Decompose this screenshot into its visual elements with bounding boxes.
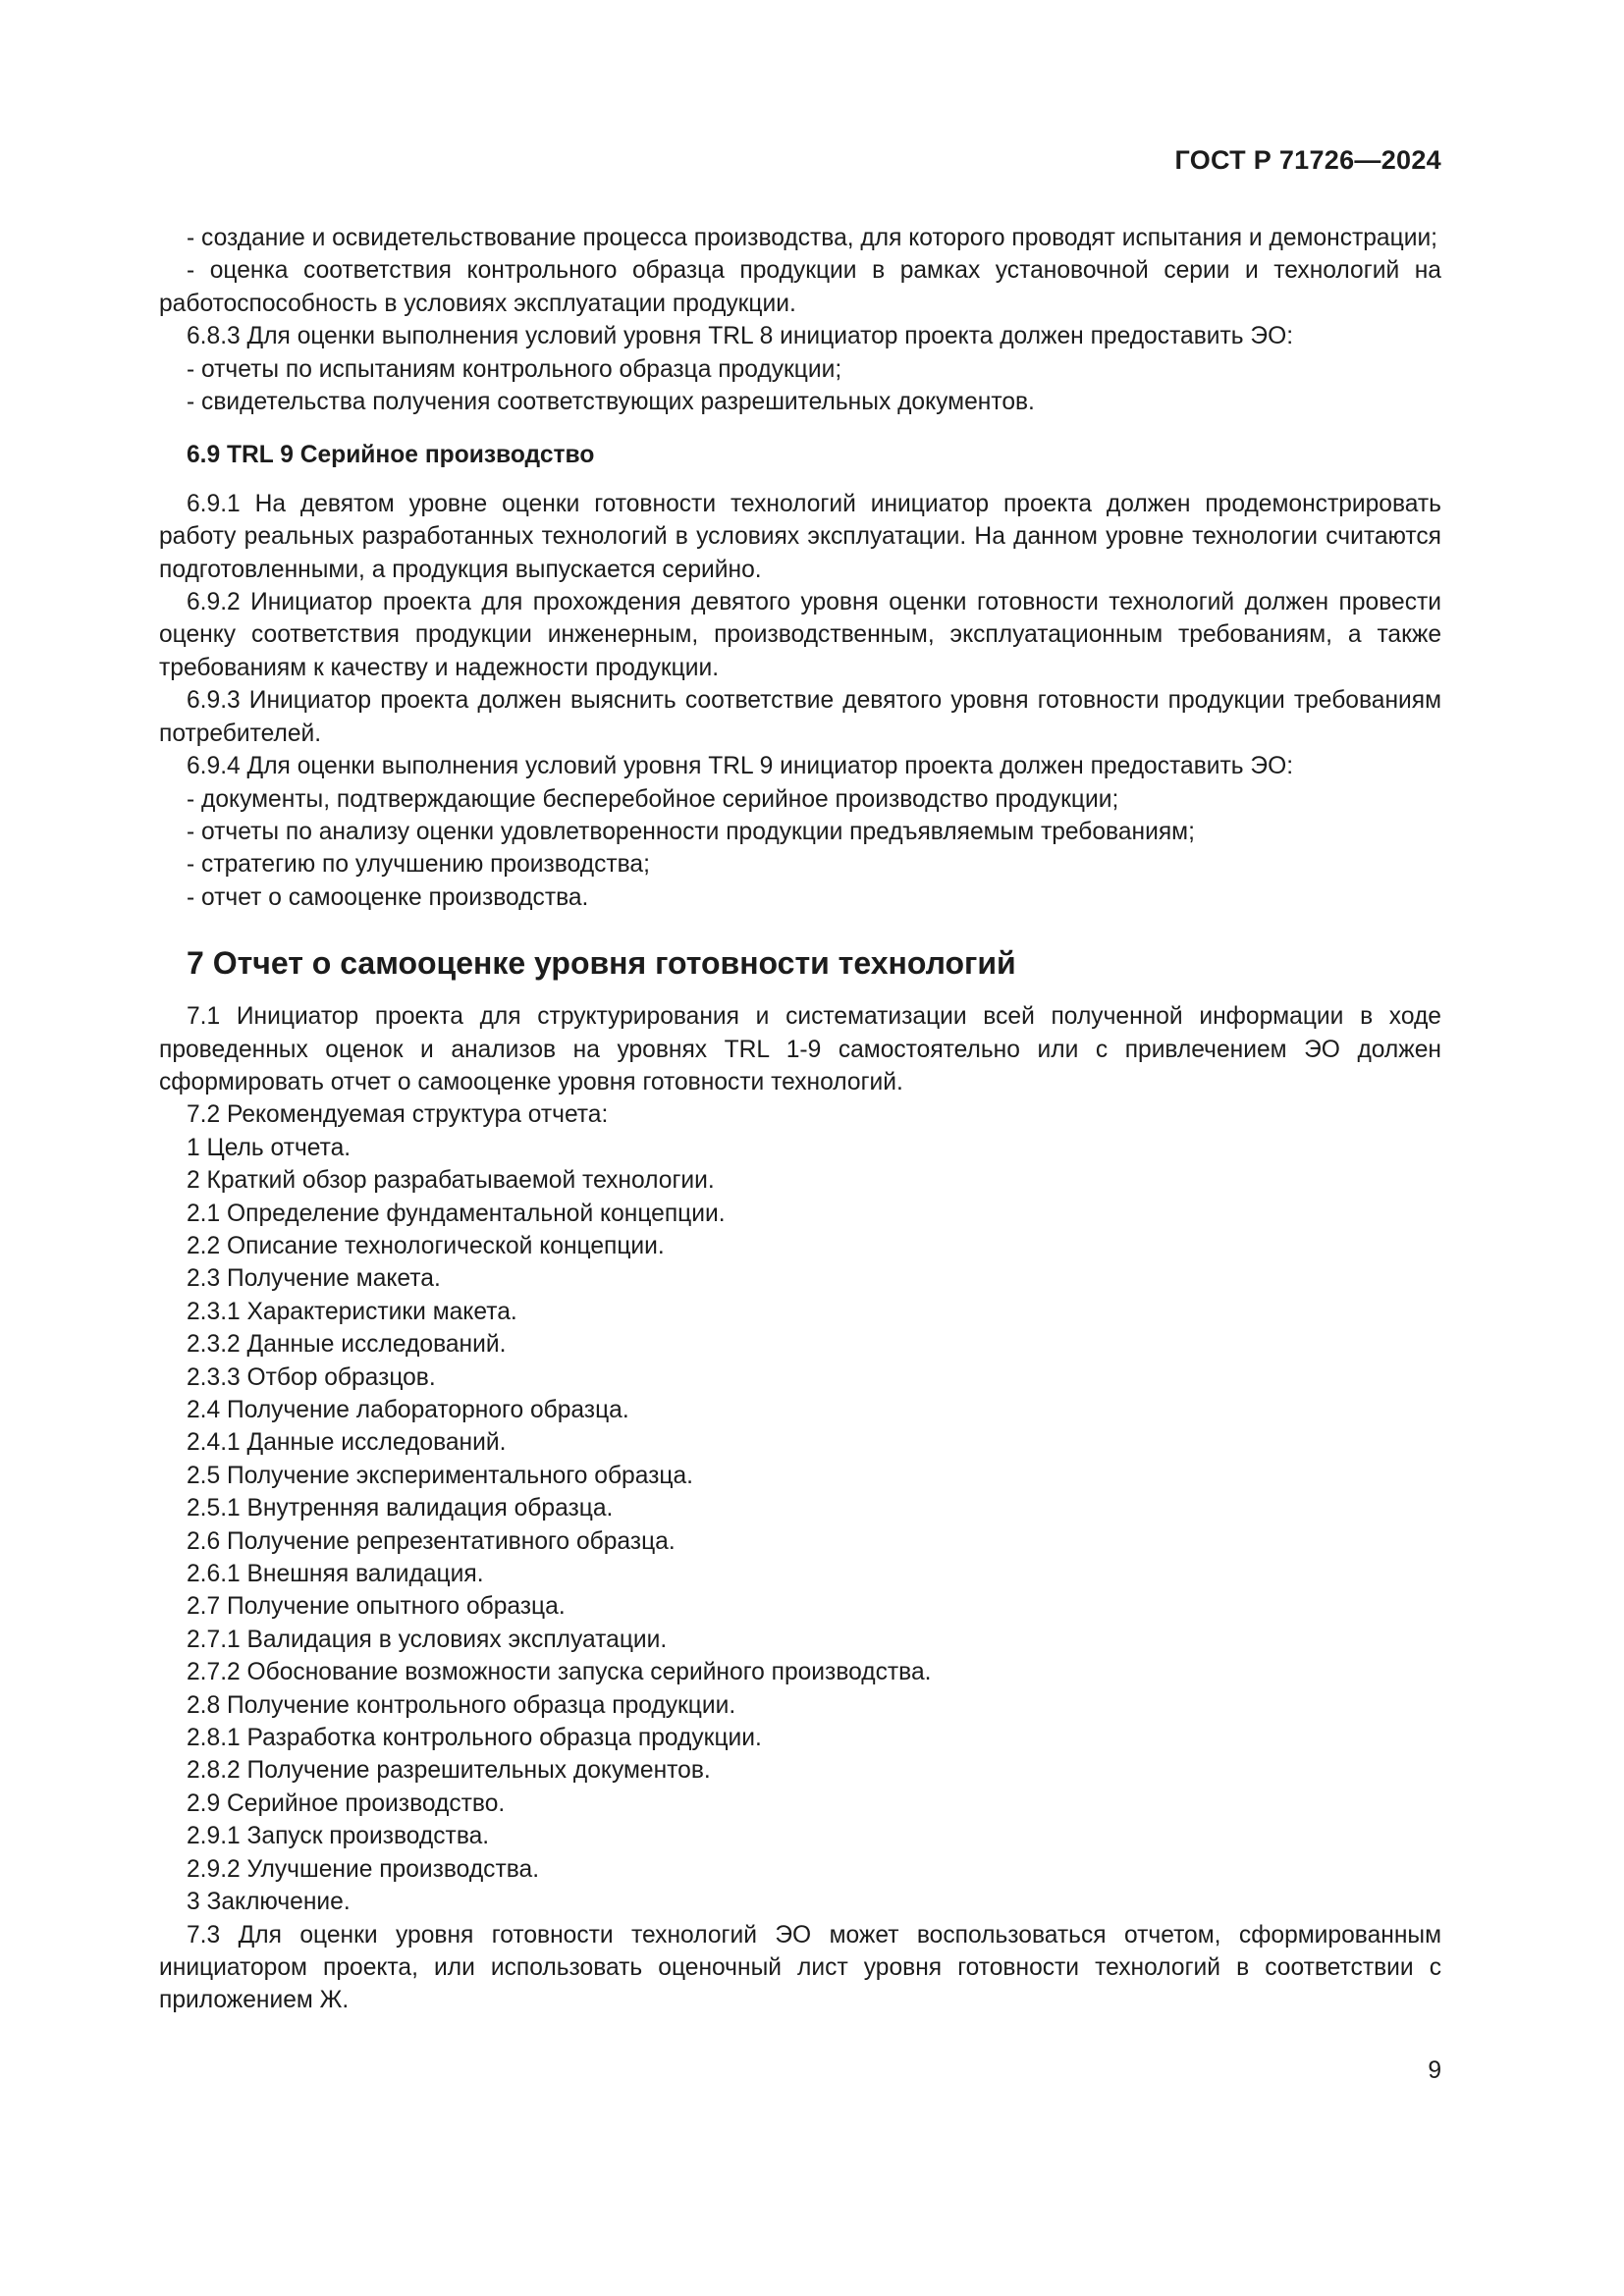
list-item: 2.3.2 Данные исследований. [187, 1331, 507, 1359]
list-item: - документы, подтверждающие бесперебойное серийное производство продукции; [187, 785, 1119, 813]
list-item: 2.4 Получение лабораторного образца. [187, 1397, 629, 1423]
list-item: 2.6.1 Внешняя валидация. [187, 1561, 484, 1588]
list-item: 2.9.1 Запуск производства. [187, 1823, 490, 1850]
paragraph: 6.9.1 На девятом уровне оценки готовности технологий инициатор проекта должен продемонстрировать работу реальных разработанных технологий в условиях эксплуатации. На данном уровне технологии считаются подготовленными, а продукция выпускается серийно. [159, 490, 1441, 583]
list-item: 2.5.1 Внутренняя валидация образца. [187, 1495, 614, 1522]
list-item: - отчеты по анализу оценки удовлетворенности продукции предъявляемым требованиям; [187, 818, 1195, 845]
list-item: 7.2 Рекомендуемая структура отчета: [187, 1101, 609, 1129]
list-item: 2.2 Описание технологической концепции. [187, 1232, 665, 1259]
paragraph: 7.3 Для оценки уровня готовности технологий ЭО может воспользоваться отчетом, сформированным инициатором проекта, или использовать оценочный лист уровня готовности технологий в соответствии с приложением Ж. [159, 1921, 1441, 2014]
list-item: 2.5 Получение экспериментального образца. [187, 1462, 694, 1489]
page-number: 9 [1428, 2057, 1441, 2084]
list-item: 2.3 Получение макета. [187, 1265, 441, 1293]
list-item: 2.6 Получение репрезентативного образца. [187, 1527, 676, 1555]
list-item: 2.9.2 Улучшение производства. [187, 1855, 540, 1883]
list-item: 2.3.1 Характеристики макета. [187, 1298, 517, 1325]
list-item: - создание и освидетельствование процесса производства, для которого проводят испытания и демонстрации; [187, 225, 1438, 251]
list-item: - отчет о самооценке производства. [187, 883, 589, 911]
document-body [159, 222, 1441, 2017]
list-item: 2.7.1 Валидация в условиях эксплуатации. [187, 1626, 668, 1653]
paragraph: 6.9.3 Инициатор проекта должен выяснить соответствие девятого уровня готовности продукции требованиям потребителей. [159, 687, 1441, 747]
paragraph: 6.9.4 Для оценки выполнения условий уровня TRL 9 инициатор проекта должен предоставить ЭО: [187, 753, 1294, 780]
paragraph: 7.1 Инициатор проекта для структурирования и систематизации всей полученной информации в ходе проведенных оценок и анализов на уровнях TRL 1-9 самостоятельно или с привлечением ЭО должен сформировать отчет о самооценке уровня готовности технологий. [159, 1003, 1441, 1095]
section-heading: 6.9 TRL 9 Серийное производство [187, 442, 595, 469]
list-item: 2.7.2 Обоснование возможности запуска серийного производства. [187, 1659, 932, 1686]
list-item: 2.1 Определение фундаментальной концепции. [187, 1200, 726, 1227]
list-item: 1 Цель отчета. [187, 1134, 352, 1161]
list-item: - оценка соответствия контрольного образца продукции в рамках установочной серии и технологий на работоспособность в условиях эксплуатации продукции. [159, 257, 1441, 317]
list-item: 3 Заключение. [187, 1889, 351, 1916]
list-item: - отчеты по испытаниям контрольного образца продукции; [187, 355, 842, 383]
paragraph: 6.9.2 Инициатор проекта для прохождения девятого уровня оценки готовности технологий должен провести оценку соответствия продукции инженерным, производственным, эксплуатационным требованиям, а также требованиям к качеству и надежности продукции. [159, 589, 1441, 681]
document-code-header: ГОСТ Р 71726—2024 [1174, 145, 1441, 175]
list-item: 2.8.2 Получение разрешительных документов. [187, 1757, 711, 1785]
chapter-heading: 7 Отчет о самооценке уровня готовности технологий [187, 945, 1016, 982]
list-item: 2.7 Получение опытного образца. [187, 1593, 566, 1621]
paragraph: 6.8.3 Для оценки выполнения условий уровня TRL 8 инициатор проекта должен предоставить ЭО: [187, 323, 1294, 350]
list-item: 2.9 Серийное производство. [187, 1789, 506, 1817]
list-item: 2.3.3 Отбор образцов. [187, 1363, 436, 1391]
list-item: 2.8 Получение контрольного образца продукции. [187, 1691, 736, 1719]
list-item: 2 Краткий обзор разрабатываемой технологии. [187, 1167, 715, 1195]
list-item: 2.4.1 Данные исследований. [187, 1429, 507, 1457]
list-item: - стратегию по улучшению производства; [187, 851, 650, 879]
list-item: - свидетельства получения соответствующих разрешительных документов. [187, 389, 1035, 416]
list-item: 2.8.1 Разработка контрольного образца продукции. [187, 1725, 762, 1752]
